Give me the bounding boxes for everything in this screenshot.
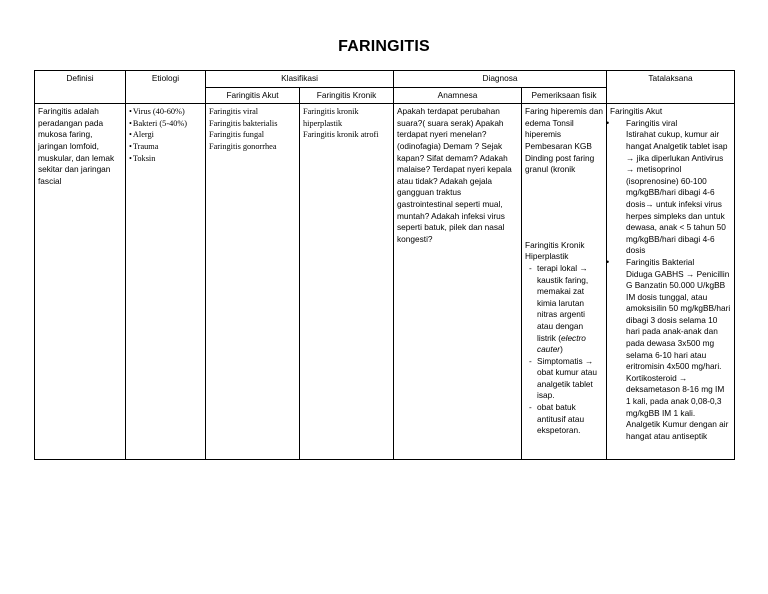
- tatalaksana-heading: Faringitis Akut: [610, 106, 663, 117]
- klasifikasi-akut-item: Faringitis viral: [209, 107, 259, 117]
- faringitis-table: [34, 70, 735, 460]
- klasifikasi-akut-item: Faringitis fungal: [209, 130, 265, 140]
- page-title: FARINGITIS: [338, 38, 430, 55]
- etiologi-item: • Bakteri (5-40%): [129, 118, 202, 130]
- klasifikasi-kronik-item: Faringitis kronik atrofi: [303, 130, 379, 140]
- bullet-icon: •: [606, 256, 610, 267]
- etiologi-item: • Trauma: [129, 141, 202, 153]
- anamnesa-cell: Apakah terdapat perubahan suara?( suara serak) Apakah terdapat nyeri menelan? (odinofagia) Demam ? Sejak kapan? Sifat demam? Adakah malaise? Terdapat nyeri kepala atau tidak? Adakah gejala gangguan traktus gastrointestinal seperti mual, muntah? Adakah infeksi virus seperti batuk, pilek dan nasal kongesti?: [394, 104, 522, 460]
- header-anamnesa: Anamnesa: [394, 87, 522, 104]
- content-row: [35, 104, 735, 460]
- pemeriksaan-kronik-title: Faringitis Kronik Hiperplastik: [525, 239, 585, 262]
- klasifikasi-kronik-cell: [300, 104, 394, 460]
- klasifikasi-akut-item: Faringitis gonorrhea: [209, 141, 277, 151]
- tatalaksana-bakteri-body: Diduga GABHS → Penicillin G Banzatin 50.000 U/kgBB IM dosis tunggal, atau amoksisilin 50 mg/kgBB/hari dibagi 3 dosis selama 10 hari pada anak-anak dan pada dewasa 3x500 mg selama 6-10 hari atau eritromisin 4x500 mg/hari. Kortikosteroid → deksametason 8-16 mg IM 1 kali, pada anak 0,08-0,3 mg/kgBB IM 1 kali. Analgetik Kumur dengan air hangat atau antiseptik: [626, 268, 731, 441]
- etiologi-cell: [126, 104, 206, 460]
- header-definisi: Definisi: [35, 71, 126, 104]
- header-faringitis-akut: Faringitis Akut: [206, 87, 300, 104]
- pemeriksaan-akut: Faring hiperemis dan edema Tonsil hiperemis Pembesaran KGB Dinding post faring granul (kronik: [525, 106, 603, 175]
- header-tatalaksana: Tatalaksana: [607, 71, 735, 104]
- header-pemeriksaan-fisik: Pemeriksaan fisik: [522, 87, 607, 104]
- klasifikasi-akut-item: Faringitis bakterialis: [209, 118, 278, 128]
- etiologi-list: [129, 106, 202, 164]
- bullet-icon: •: [606, 117, 610, 128]
- tatalaksana-cell: [607, 104, 735, 460]
- pemeriksaan-item: - Simptomatis → obat kumur atau analgetik tablet isap.: [529, 356, 603, 402]
- tatalaksana-viral: [606, 117, 731, 257]
- tatalaksana-bakteri: [606, 256, 731, 443]
- header-faringitis-kronik: Faringitis Kronik: [300, 87, 394, 104]
- pemeriksaan-item: - terapi lokal → kaustik faring, memakai zat kimia larutan nitras argenti atau dengan listrik (electro cauter): [529, 263, 603, 356]
- etiologi-item: • Toksin: [129, 153, 202, 165]
- klasifikasi-kronik-item: Faringitis kronik hiperplastik: [303, 107, 359, 128]
- pemeriksaan-fisik-cell: [522, 104, 610, 460]
- header-diagnosa: Diagnosa: [394, 71, 607, 88]
- tatalaksana-viral-body: Istirahat cukup, kumur air hangat Analgetik tablet isap → jika diperlukan Antivirus → metisoprinol (isoprenosine) 60-100 mg/kgBB/hari dibagi 4-6 dosis→ untuk infeksi virus herpes simpleks dan untuk dewasa, anak < 5 tahun 50 mg/kgBB/hari dibagi 4-6 dosis: [626, 129, 728, 256]
- klasifikasi-akut-cell: [206, 104, 300, 460]
- header-row-1: [35, 71, 735, 88]
- pemeriksaan-kronik-list: [525, 263, 603, 437]
- tatalaksana-viral-title: Faringitis viral: [626, 117, 678, 128]
- definisi-cell: Faringitis adalah peradangan pada mukosa faring, jaringan lomfoid, muskular, dan lemak sekitar dan jaringan fascial: [35, 104, 126, 460]
- header-klasifikasi: Klasifikasi: [206, 71, 394, 88]
- header-etiologi: Etiologi: [126, 71, 206, 104]
- etiologi-item: • Alergi: [129, 129, 202, 141]
- pemeriksaan-item: - obat batuk antitusif atau ekspetoran.: [529, 402, 603, 437]
- tatalaksana-bakteri-title: Faringitis Bakterial: [626, 256, 695, 267]
- etiologi-item: • Virus (40-60%): [129, 106, 202, 118]
